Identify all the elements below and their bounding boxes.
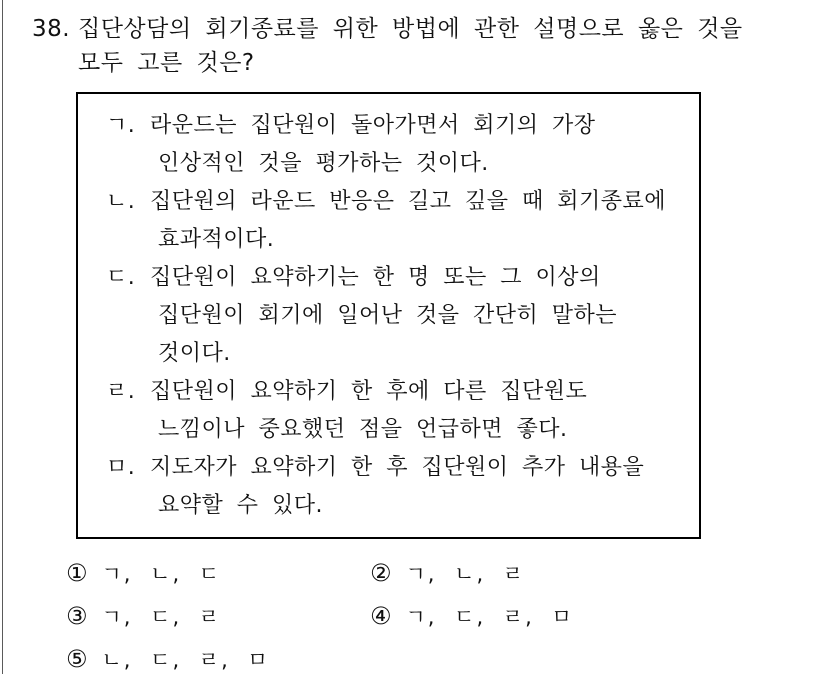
item-text: 집단원이 요약하기 한 후에 다른 집단원도 느낌이나 중요했던 점을 언급하면 좋다. [150, 379, 588, 442]
choice-text: ㄱ, ㄷ, ㄹ, ㅁ [405, 604, 574, 629]
choice-option-2[interactable] [370, 558, 746, 588]
choice-text: ㄴ, ㄷ, ㄹ, ㅁ [101, 647, 270, 672]
item-marker: ㄱ. [106, 113, 136, 138]
choice-number-circle: ③ [66, 601, 88, 630]
question-number: 38. [32, 16, 71, 42]
choice-option-1[interactable] [66, 558, 370, 588]
item-marker: ㄹ. [106, 379, 136, 404]
answer-choices [66, 551, 746, 674]
choice-option-5[interactable] [66, 644, 370, 674]
choice-option-4[interactable] [370, 601, 746, 631]
item-row-nieun [106, 183, 681, 259]
question-text: 집단상담의 회기종료를 위한 방법에 관한 설명으로 옳은 것을 모두 고른 것은? [78, 16, 743, 76]
choice-number-circle: ② [370, 558, 392, 587]
item-marker: ㅁ. [106, 455, 136, 480]
item-text: 집단원의 라운드 반응은 길고 깊을 때 회기종료에 효과적이다. [150, 189, 667, 252]
item-row-giyeok [106, 107, 681, 183]
item-text: 집단원이 요약하기는 한 명 또는 그 이상의 집단원이 회기에 일어난 것을 간단히 말하는 것이다. [150, 265, 618, 366]
choice-text: ㄱ, ㄷ, ㄹ [101, 604, 222, 629]
item-row-mieum [106, 449, 681, 525]
choice-option-3[interactable] [66, 601, 370, 631]
choice-text: ㄱ, ㄴ, ㄷ [101, 561, 222, 586]
choice-text: ㄱ, ㄴ, ㄹ [405, 561, 526, 586]
column-divider-line [2, 0, 3, 674]
question-block [32, 12, 792, 80]
choice-number-circle: ① [66, 558, 88, 587]
choice-number-circle: ④ [370, 601, 392, 630]
item-marker: ㄷ. [106, 265, 136, 290]
item-row-rieul [106, 373, 681, 449]
item-text: 지도자가 요약하기 한 후 집단원이 추가 내용을 요약할 수 있다. [150, 455, 645, 518]
items-box [76, 92, 701, 539]
item-row-digeut [106, 259, 681, 373]
item-marker: ㄴ. [106, 189, 136, 214]
choice-number-circle: ⑤ [66, 644, 88, 673]
item-text: 라운드는 집단원이 돌아가면서 회기의 가장 인상적인 것을 평가하는 것이다. [150, 113, 596, 176]
